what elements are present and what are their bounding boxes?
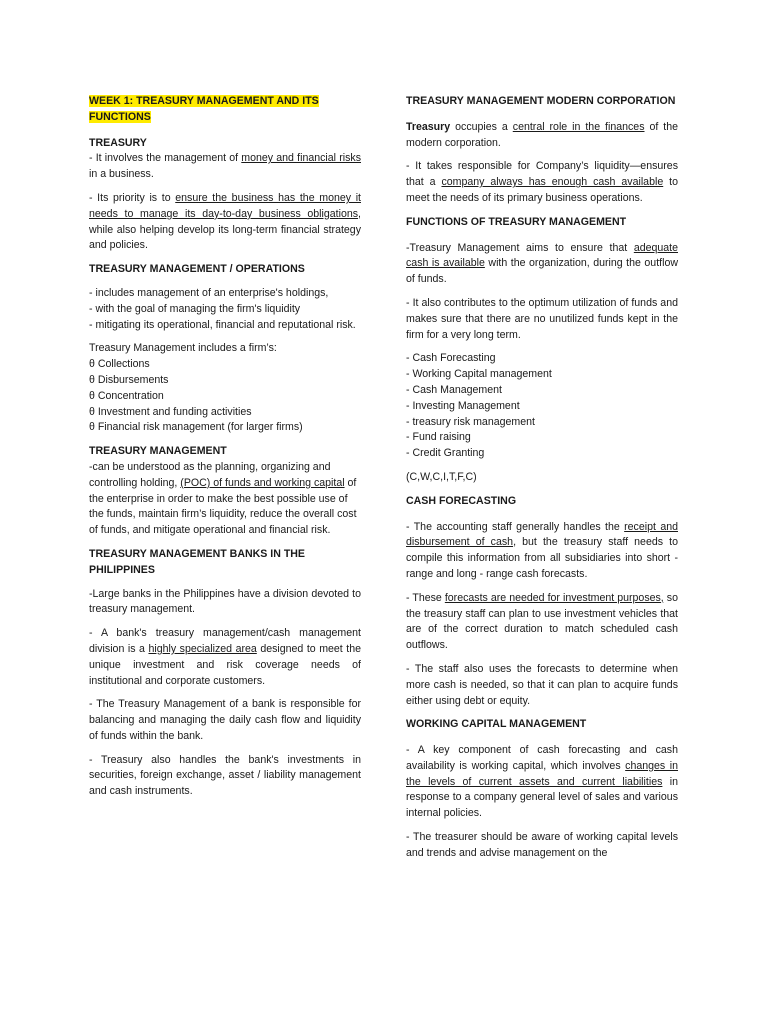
list-item: - treasury risk management bbox=[406, 415, 535, 428]
list-item: θ Investment and funding activities bbox=[89, 405, 252, 418]
modern-paragraph-2: - It takes responsible for Company’s liquidity—ensures that a company always has enough cash available to meet the needs of its primary business operations. bbox=[406, 160, 679, 204]
treasury-paragraph-2: - Its priority is to ensure the business has the money it needs to manage its day-to-day business obligations, while also helping develop its long-term financial strategy and policies. bbox=[89, 191, 361, 252]
page-title bbox=[89, 94, 361, 126]
includes-intro: Treasury Management includes a firm’s: bbox=[89, 342, 277, 355]
includes-list bbox=[89, 357, 361, 436]
banks-paragraph-4: - Treasury also handles the bank's investments in securities, foreign exchange, asset / liability management and cash instruments. bbox=[89, 753, 361, 798]
functions-list bbox=[406, 351, 678, 462]
working-paragraph-1: - A key component of cash forecasting and cash availability is working capital, which involves changes in the levels of current assets and current liabilities in response to a company general level of sales and various internal policies. bbox=[406, 744, 679, 820]
list-item: θ Disbursements bbox=[89, 373, 169, 386]
modern-heading: TREASURY MANAGEMENT MODERN CORPORATION bbox=[406, 95, 676, 107]
list-item: - Credit Granting bbox=[406, 447, 485, 460]
modern-paragraph-1: Treasury occupies a central role in the finances of the modern corporation. bbox=[406, 120, 678, 149]
operations-line: - mitigating its operational, financial and reputational risk. bbox=[89, 318, 356, 331]
forecasting-paragraph-2: - These forecasts are needed for investment purposes, so the treasury staff can plan to use investment vehicles that are of the correct duration to match scheduled cash outflows. bbox=[406, 591, 678, 652]
functions-heading: FUNCTIONS OF TREASURY MANAGEMENT bbox=[406, 215, 627, 228]
list-item: θ Financial risk management (for larger firms) bbox=[89, 421, 303, 434]
list-item: - Investing Management bbox=[406, 399, 520, 412]
title-line-2: FUNCTIONS bbox=[89, 110, 151, 123]
functions-paragraph-2: - It also contributes to the optimum utilization of funds and makes sure that there are no unutilized funds kept in the firm for a very long term. bbox=[406, 296, 678, 341]
operations-line: - includes management of an enterprise's holdings, bbox=[89, 286, 329, 299]
treasury-heading: TREASURY bbox=[89, 136, 147, 149]
banks-paragraph-3: - The Treasury Management of a bank is responsible for balancing and managing the daily cash flow and liquidity of funds within the bank. bbox=[89, 698, 361, 742]
list-item: - Cash Management bbox=[406, 383, 502, 396]
operations-heading: TREASURY MANAGEMENT / OPERATIONS bbox=[89, 263, 305, 276]
tm-paragraph: -can be understood as the planning, organizing and controlling holding, (POC) of funds and working capital of the enterprise in order to make the best possible use of the funds, maintain firm’s liquidity, reduce the overall cost of funds, and mitigate operational and financial risk. bbox=[89, 460, 357, 537]
functions-paragraph-1: -Treasury Management aims to ensure that adequate cash is available with the organization, during the outflow of funds. bbox=[406, 241, 678, 286]
list-item: θ Concentration bbox=[89, 389, 164, 402]
banks-heading: TREASURY MANAGEMENT BANKS IN THE PHILIPPINES bbox=[89, 547, 306, 576]
forecasting-heading: CASH FORECASTING bbox=[406, 494, 517, 507]
banks-paragraph-1: -Large banks in the Philippines have a division devoted to treasury management. bbox=[89, 587, 361, 616]
operations-line: - with the goal of managing the firm's liquidity bbox=[89, 302, 301, 315]
right-column bbox=[406, 94, 678, 870]
list-item: - Fund raising bbox=[406, 431, 471, 444]
banks-paragraph-2: - A bank's treasury management/cash management division is a highly specialized area designed to meet the unique investment and risk coverage needs of institutional and corporate customers. bbox=[89, 627, 362, 687]
list-item: - Working Capital management bbox=[406, 368, 552, 381]
working-paragraph-2: - The treasurer should be aware of working capital levels and trends and advise management on the bbox=[406, 831, 678, 859]
functions-acronym: (C,W,C,I,T,F,C) bbox=[406, 470, 477, 483]
forecasting-paragraph-3: - The staff also uses the forecasts to determine when more cash is needed, so that it can plan to acquire funds either using debt or equity. bbox=[406, 662, 678, 707]
operations-lines bbox=[89, 286, 361, 333]
list-item: - Cash Forecasting bbox=[406, 352, 496, 365]
title-line-1: WEEK 1: TREASURY MANAGEMENT AND ITS bbox=[89, 95, 319, 107]
tm-heading: TREASURY MANAGEMENT bbox=[89, 445, 227, 458]
working-heading: WORKING CAPITAL MANAGEMENT bbox=[406, 718, 587, 731]
forecasting-paragraph-1: - The accounting staff generally handles the receipt and disbursement of cash, but the treasury staff needs to compile this information from all subsidiaries into short - range and long - range cash forecasts. bbox=[406, 520, 678, 580]
left-column bbox=[89, 94, 361, 808]
list-item: θ Collections bbox=[89, 358, 150, 371]
treasury-paragraph-1: - It involves the management of money and financial risks in a business. bbox=[89, 152, 361, 181]
